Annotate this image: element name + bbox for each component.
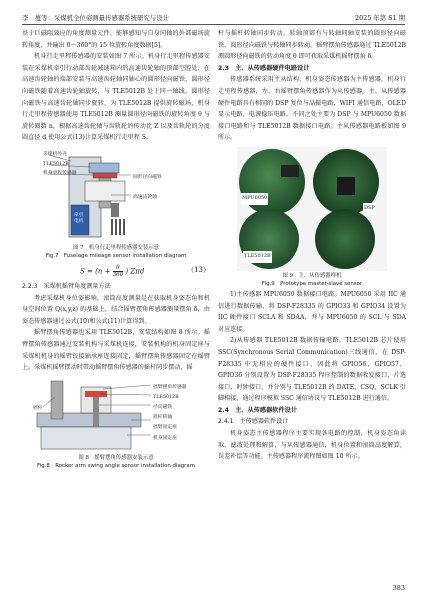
figure-9-caption-en: Fig.9 Prototype master-slave sensor [261,281,363,288]
eq-den: 360 [112,271,124,278]
section-heading: 2.4.1 主传感器软件设计 [218,418,289,426]
figure-9 [237,147,387,271]
figure-8-caption-en: Fig.8 Rocker arm swing angle sensor installation diagram [37,463,195,470]
fig8-label-shaft: 摇杆转轴 [153,414,173,420]
fig9-label-tle: TLE5012B [243,251,272,263]
figure-7 [41,147,191,243]
paragraph: 机身行走里程传感器的安装如图 7 所示。机身行走里程传感器安装在采煤机牵引行动部齿轮减速箱内的高速齿轮轴的顶部空腔处，在高速齿轮轴的端部安装与高速齿轮轴同轴心的圆形径向磁铁，圆形径向磁铁随着高速齿轮轴旋转，与 TLE5012B 处于同一轴线。圆形径向磁铁与高速齿轮轴同步旋转，为 TLE5012B 提供旋转磁场，机身行走里程传感器使用 TLE5012B 测量圆形径向磁铁的旋转角度 θ 与旋转圈数 n，根据高速齿轮轴与齿轨轮的传动比 Z 以及齿轨轮的分度圆直径 d 使用公式(13)计算采煤机行走里程 S。 [22,53,210,142]
eq-num: θ [113,265,124,272]
fig8-label-rocker: 摇杆 [33,405,43,411]
equation-body [80,265,144,278]
section-heading: 2.4 主、从传感器软件设计 [218,406,298,414]
master-board-photo [239,149,305,215]
fig7-label-motor: 牵引 电机 [74,212,84,224]
figure-8-caption-cn: 图 8 摇臂摆角传感器安装示意 [78,454,154,461]
right-column [218,28,406,463]
paragraph: 考虑采煤机身位姿影响，滚筒高度测量是在获取机身姿态角和机身空间位置 Q(x,y,z) 的基础上，结合摇臂摆角传感器测量摆角 δ，由姿态传感器通过公式(10)和公式(11)计算得到。 [22,294,210,325]
header-issue: 2025 年第 S1 期 [355,14,405,22]
fig7-label-shell: 采煤机外壳 [43,151,67,157]
fig8-label-body-seat: 机身固定座 [153,435,177,441]
paragraph: 2)从传感器 TLE5012B 数据传输电路。TLE5012B 芯片使用 SSC(Synchronous Serial Communication)三线通信，在 DSP-F28335 中无相应的硬件接口，因此将 GPIO56，GPIO57，GPIO36 分别设置为 DSP-F28335 程序控制的数据收发接口，片选接口，时钟接口，并分别与 TLE5012B 的 DATE、CSQ、SCLK 引脚相接，通过程序模拟 SSC 通信协议与 TLE5012B 进行通信。 [218,337,406,403]
chip-marker [337,177,355,195]
fig9-label-dsp: DSP [363,203,376,215]
fig7-label-shaft: 高速齿轮轴 [133,194,157,200]
paragraph: 机身姿态主传感器程序主要实现各电路的控制，机身姿态角读取、滤波处理和解算，与从传感器通信，机身位置和滚筒高度解算，误差补偿等功能。主传感器程序流程图如图 10 所示。 [218,430,406,461]
left-column [22,28,210,471]
fig8-label-magnet: 径向磁铁 [153,404,173,410]
paragraph: 1)主传感器 MPU6050 数据接口电路。MPU6050 采用 IIC 通信进行数据传输，将 DSP-F28335 的 GPIO33 和 GPIO34 设置为 IIC 硬件接口 SCLA 和 SDAA，并与 MPU6050 的 SCL 与 SDA 对应连接。 [218,290,406,333]
fig8-label-sensor: 摇臂摆角传感器 [153,384,187,390]
fig7-label-magnet: 圆形径向磁铁 [133,174,162,180]
paragraph: 摇臂摆角传感器也采用 TLE5012B，安装结构如图 8 所示。摇臂摆角传感器通过安装机构与采煤机连接，安装机构的机身固定座与采煤机机身的摇臂铰接轴承座连接固定，摇臂摆角传感器固定在摇臂上。采煤机摇臂摆动时带动摇臂摆角传感器的摇杆同步摆动，摇 [22,329,210,372]
header-title: 李 蔓等：采煤机全位姿测量传感器系统研究与设计 [22,14,169,22]
paragraph: 杆与摇杆转轴同步转动，转轴顶部有与转轴同轴安装的圆形径向磁铁，圆形径向磁铁与转轴同步转动。摇臂摆角传感器通过 TLE5012B 测圆形径向磁铁的转动角度 θ 即可获取采煤机摇臂摆角 δ。 [218,30,406,61]
fig7-label-sensor: 机身里程传感器 [43,170,77,176]
figure-7-caption-cn: 图 7 机身行走里程传感器安装示意 [72,244,159,251]
chip-marker [281,165,299,177]
fig7-label-chip: TLE5012B [43,161,69,167]
slave-board-photo [315,209,375,269]
paragraph: 传感器系统采用主从结构，机身姿态传感器为主传感器，机身行走里程传感器，左、右摇臂摆角传感器作为从传感器。主、从传感器硬件电路具有相同的 DSP 复位与晶振电路，WIFI 通信电路，OLED 显示电路，电源稳压电路。不同之处主要为 DSP 与 MPU6050 数据接口电路和与 TLE5012B 数据接口电路。主从传感器电路板如图 9 所示。 [218,76,406,142]
fig8-label-chip: TLE5012B [153,394,179,400]
figure-9-caption-cn: 图 9 主、从传感器样机 [282,272,342,279]
section-heading: 2.3 主、从传感器硬件电路设计 [218,64,310,72]
eq-post: ) Zπd [125,267,145,276]
running-header [22,12,405,25]
fig8-label-arm-seat: 摇臂固定座 [153,424,177,430]
equation-number: （13） [187,265,210,274]
fig9-label-mpu: MPU6050 [241,193,268,205]
eq-fraction [113,265,124,278]
paragraph: 基于巨磁阻效应的角度测量元件，能够感知与自身同轴的外部磁场旋转角度，并输出 0～360°的 15 位旋转角度数据[5]。 [22,30,210,49]
page-number: 383 [392,584,405,592]
figure-8 [31,377,201,453]
eq-pre: S = (n + [80,267,111,276]
equation-13 [22,261,210,281]
figure-7-caption-en: Fig.7 Fuselage mileage sensor installation diagram [45,253,187,260]
section-heading: 2.2.3 采煤机摇臂角度测量方法 [22,282,111,290]
